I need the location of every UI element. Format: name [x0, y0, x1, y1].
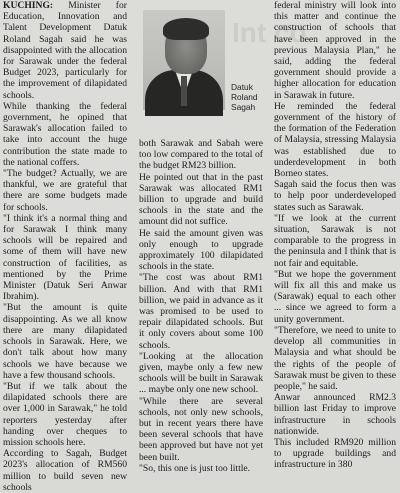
tie-shape — [181, 76, 187, 106]
paragraph: "But we hope the government will fix all this and make us (Sarawak) equal to each other ... since we agreed to form a unity government. — [274, 268, 396, 325]
background-show-through-text: Int co — [232, 17, 307, 48]
paragraph: "I think it's a normal thing and for Sarawak I think many schools will be repaired and some of them will have new construction of facilities, as mentioned by the Prime Minister (Datuk Seri Anwar Ibrahim). — [3, 212, 127, 303]
paragraph: While thanking the federal government, he opined that Sarawak's allocation failed to take into account the huge contribution the state made to the national coffers. — [3, 100, 127, 168]
paragraph: He reminded the federal government of the history of the formation of the Federation of Malaysia, stressing Malaysia was established due to underdevelopment in both Borneo states. — [274, 100, 396, 180]
hair-shape — [163, 18, 209, 40]
paragraph: both Sarawak and Sabah were too low compared to the total of the budget RM23 billion. — [139, 138, 263, 172]
paragraph: "Therefore, we need to unite to develop all communities in Malaysia and what should be the rights of the people of Sarawak must be given to these people," he said. — [274, 324, 396, 392]
paragraph: "Looking at the allocation given, maybe only a few new schools will be built in Sarawak ... maybe only one new school. — [139, 350, 263, 396]
paragraph: "The budget? Actually, we are thankful, we are grateful that there are some budgets made for schools. — [3, 168, 127, 213]
paragraph: KUCHING: Minister for Education, Innovation and Talent Development Datuk Roland Sagah said he was disappointed with the allocation for Sarawak under the federal Budget 2023, particularly for the improvement of dilapidated schools. — [3, 0, 127, 101]
paragraph: "But if we talk about the dilapidated schools there are over 1,000 in Sarawak," he told reporters yesterday after handing over cheques to mission schools here. — [3, 380, 127, 448]
photo-block — [139, 0, 263, 136]
paragraph: This included RM920 million to upgrade buildings and infrastructure in 380 — [274, 436, 396, 471]
paragraph: Anwar announced RM2.3 billion last Friday to improve infrastructure in schools nationwide. — [274, 392, 396, 437]
article-column-1 — [3, 0, 127, 493]
paragraph: Sagah said the focus then was to help poor underdeveloped states such as Sarawak. — [274, 179, 396, 213]
paragraph: "But the amount is quite disappointing. As we all know there are many dilapidated schools in Sarawak. Here, we don't talk about how many schools we have because we have a few thousand schools. — [3, 302, 127, 381]
paragraph: "So, this one is just too little. — [139, 462, 251, 474]
paragraph: federal ministry will look into this matter and continue the construction of schools that have been approved in the previous Malaysia Plan," he said, adding the federal government should provide a higher allocation for education in Sarawak in future. — [274, 0, 396, 101]
article-column-3 — [274, 0, 396, 471]
portrait-photo — [143, 10, 225, 110]
paragraph: He pointed out that in the past Sarawak was allocated RM1 billion to upgrade and build schools in the state and the amount did not suffice. — [139, 171, 263, 228]
paragraph: "While there are several schools, not only new schools, but in recent years there have been several schools that have been approved but have not yet been built. — [139, 395, 263, 463]
paragraph: According to Sagah, Budget 2023's allocation of RM560 million to build seven new schools — [3, 448, 127, 493]
paragraph: "The cost was about RM1 billion. And with that RM1 billion, we paid in advance as it was promised to be used to repair dilapidated schools. But it only covers about some 100 schools. — [139, 272, 263, 351]
paragraph: "If we look at the current situation, Sarawak is not comparable to the progress in the peninsula and I think that is not fair and equitable. — [274, 212, 396, 269]
paragraph: He said the amount given was only enough to upgrade approximately 100 dilapidated schools in the state. — [139, 227, 263, 273]
photo-caption: Datuk Roland Sagah — [231, 82, 258, 112]
dateline: KUCHING: — [3, 0, 54, 11]
article-column-2 — [139, 138, 263, 474]
